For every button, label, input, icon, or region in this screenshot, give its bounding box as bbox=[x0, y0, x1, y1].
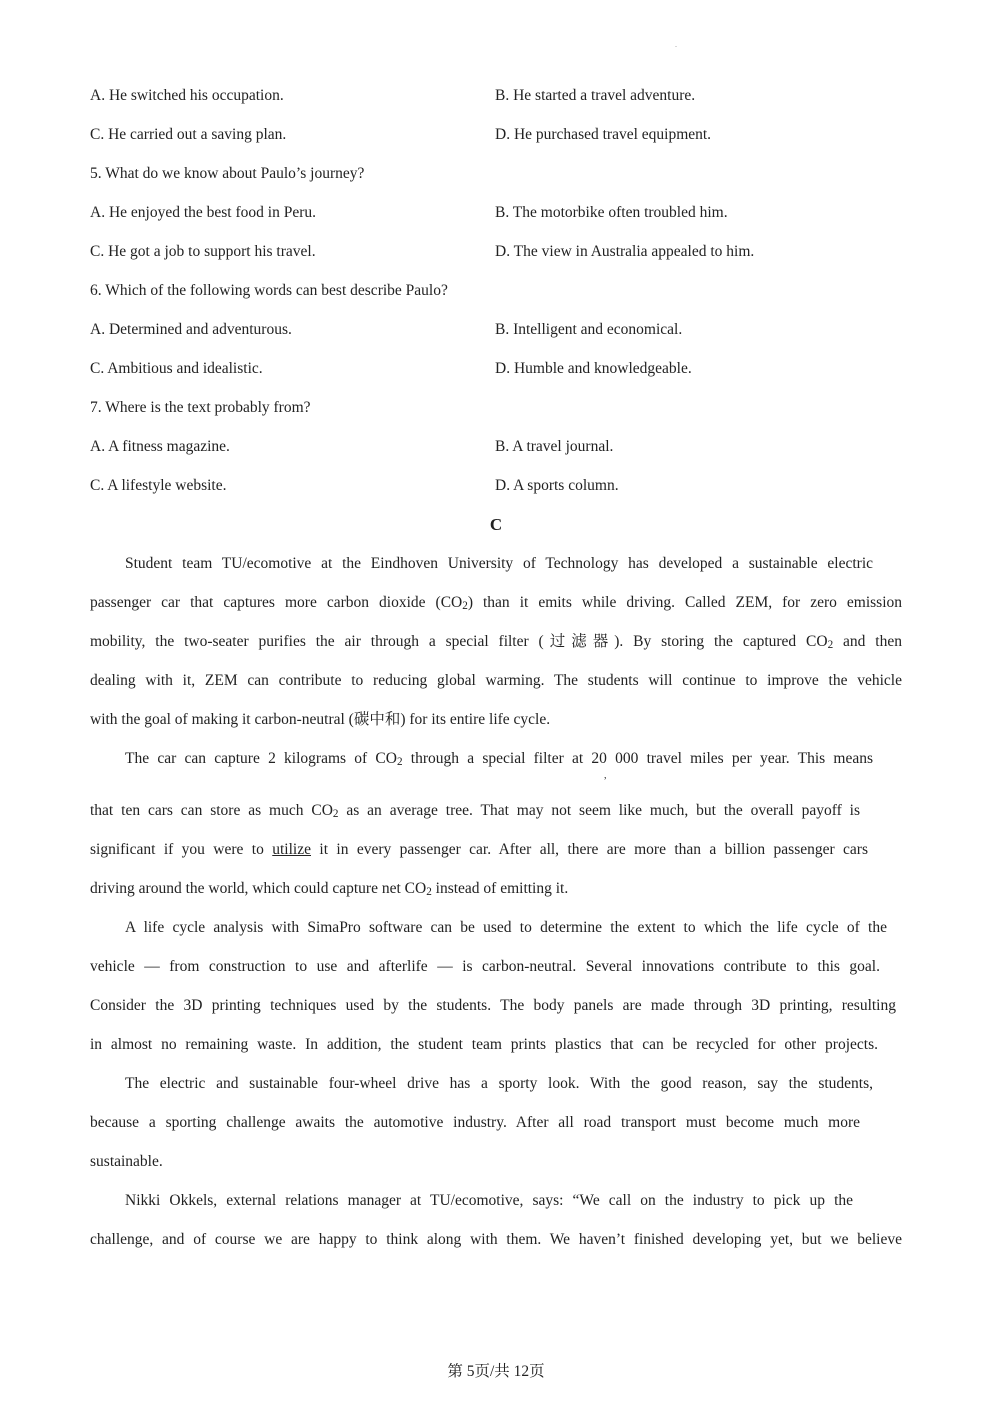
q6-option-d: D. Humble and knowledgeable. bbox=[495, 360, 692, 377]
p2-line-4: driving around the world, which could capture net $CO_2$ instead of emitting it. bbox=[90, 880, 569, 899]
q5-option-c: C. He got a job to support his travel. bbox=[90, 243, 316, 260]
p3-line-2: vehicle — from construction to use and afterlife — is carbon-neutral. Several innovations contribute to this goal. bbox=[90, 958, 880, 975]
q5-option-b: B. The motorbike often troubled him. bbox=[495, 204, 728, 221]
p1-line-3: mobility, the two-seater purifies the air through a special filter (过滤器). By storing the captured $CO_2$ and then bbox=[90, 633, 902, 652]
p4-line-3: sustainable. bbox=[90, 1153, 163, 1170]
q6-options-row-1 bbox=[90, 320, 920, 340]
q7-option-d: D. A sports column. bbox=[495, 477, 619, 494]
section-heading: C bbox=[489, 515, 503, 534]
p5-line-1: Nikki Okkels, external relations manager at TU/ecomotive, says: “We call on the industry to pick up the bbox=[125, 1192, 853, 1209]
q6-option-a: A. Determined and adventurous. bbox=[90, 321, 292, 338]
q5-question: 5. What do we know about Paulo’s journey? bbox=[90, 165, 365, 182]
p2-line-1: The car can capture 2 kilograms of $CO_2$ through a special filter at 20 000 travel miles per year. This means bbox=[125, 750, 873, 769]
q7-option-c: C. A lifestyle website. bbox=[90, 477, 227, 494]
scan-dot: . bbox=[675, 40, 677, 49]
stray-comma: , bbox=[604, 770, 607, 781]
q5-options-row-2 bbox=[90, 242, 920, 262]
p4-line-1: The electric and sustainable four-wheel drive has a sporty look. With the good reason, say the students, bbox=[125, 1075, 873, 1092]
p2-line-3: significant if you were to utilize it in every passenger car. After all, there are more than a billion passenger cars bbox=[90, 841, 868, 858]
q7-option-a: A. A fitness magazine. bbox=[90, 438, 230, 455]
q7-options-row-2 bbox=[90, 476, 920, 496]
q4-option-d: D. He purchased travel equipment. bbox=[495, 126, 712, 143]
page-number: 第 5页/共 12页 bbox=[447, 1363, 545, 1380]
q4-options-row-1 bbox=[90, 86, 920, 106]
p1-line-2: passenger car that captures more carbon dioxide $(CO_2)$ than it emits while driving. Called ZEM, for zero emission bbox=[90, 594, 902, 613]
p3-line-4: in almost no remaining waste. In addition, the student team prints plastics that can be recycled for other projects. bbox=[90, 1036, 878, 1053]
p2-line-2: that ten cars can store as much $CO_2$ as an average tree. That may not seem like much, but the overall payoff is bbox=[90, 802, 860, 821]
q7-option-b: B. A travel journal. bbox=[495, 438, 614, 455]
underlined-word: utilize bbox=[272, 841, 311, 858]
q5-option-a: A. He enjoyed the best food in Peru. bbox=[90, 204, 316, 221]
q6-option-c: C. Ambitious and idealistic. bbox=[90, 360, 263, 377]
q5-option-d: D. The view in Australia appealed to him. bbox=[495, 243, 755, 260]
p3-line-3: Consider the 3D printing techniques used by the students. The body panels are made through 3D printing, resulting bbox=[90, 997, 896, 1014]
q5-options-row-1 bbox=[90, 203, 920, 223]
p1-line-5: with the goal of making it carbon-neutral (碳中和) for its entire life cycle. bbox=[90, 711, 551, 728]
q7-options-row-1 bbox=[90, 437, 920, 457]
q6-option-b: B. Intelligent and economical. bbox=[495, 321, 683, 338]
q4-option-b: B. He started a travel adventure. bbox=[495, 87, 696, 104]
q4-option-c: C. He carried out a saving plan. bbox=[90, 126, 287, 143]
q4-option-a: A. He switched his occupation. bbox=[90, 87, 284, 104]
q4-options-row-2 bbox=[90, 125, 920, 145]
p1-line-1: Student team TU/ecomotive at the Eindhoven University of Technology has developed a sustainable electric bbox=[125, 555, 873, 572]
p5-line-2: challenge, and of course we are happy to think along with them. We haven’t finished developing yet, but we believe bbox=[90, 1231, 902, 1248]
q6-options-row-2 bbox=[90, 359, 920, 379]
p3-line-1: A life cycle analysis with SimaPro software can be used to determine the extent to which the life cycle of the bbox=[125, 919, 887, 936]
p1-line-4: dealing with it, ZEM can contribute to reducing global warming. The students will continue to improve the vehicle bbox=[90, 672, 902, 689]
p4-line-2: because a sporting challenge awaits the automotive industry. After all road transport must become much more bbox=[90, 1114, 860, 1131]
q6-question: 6. Which of the following words can best describe Paulo? bbox=[90, 282, 448, 299]
q7-question: 7. Where is the text probably from? bbox=[90, 399, 311, 416]
